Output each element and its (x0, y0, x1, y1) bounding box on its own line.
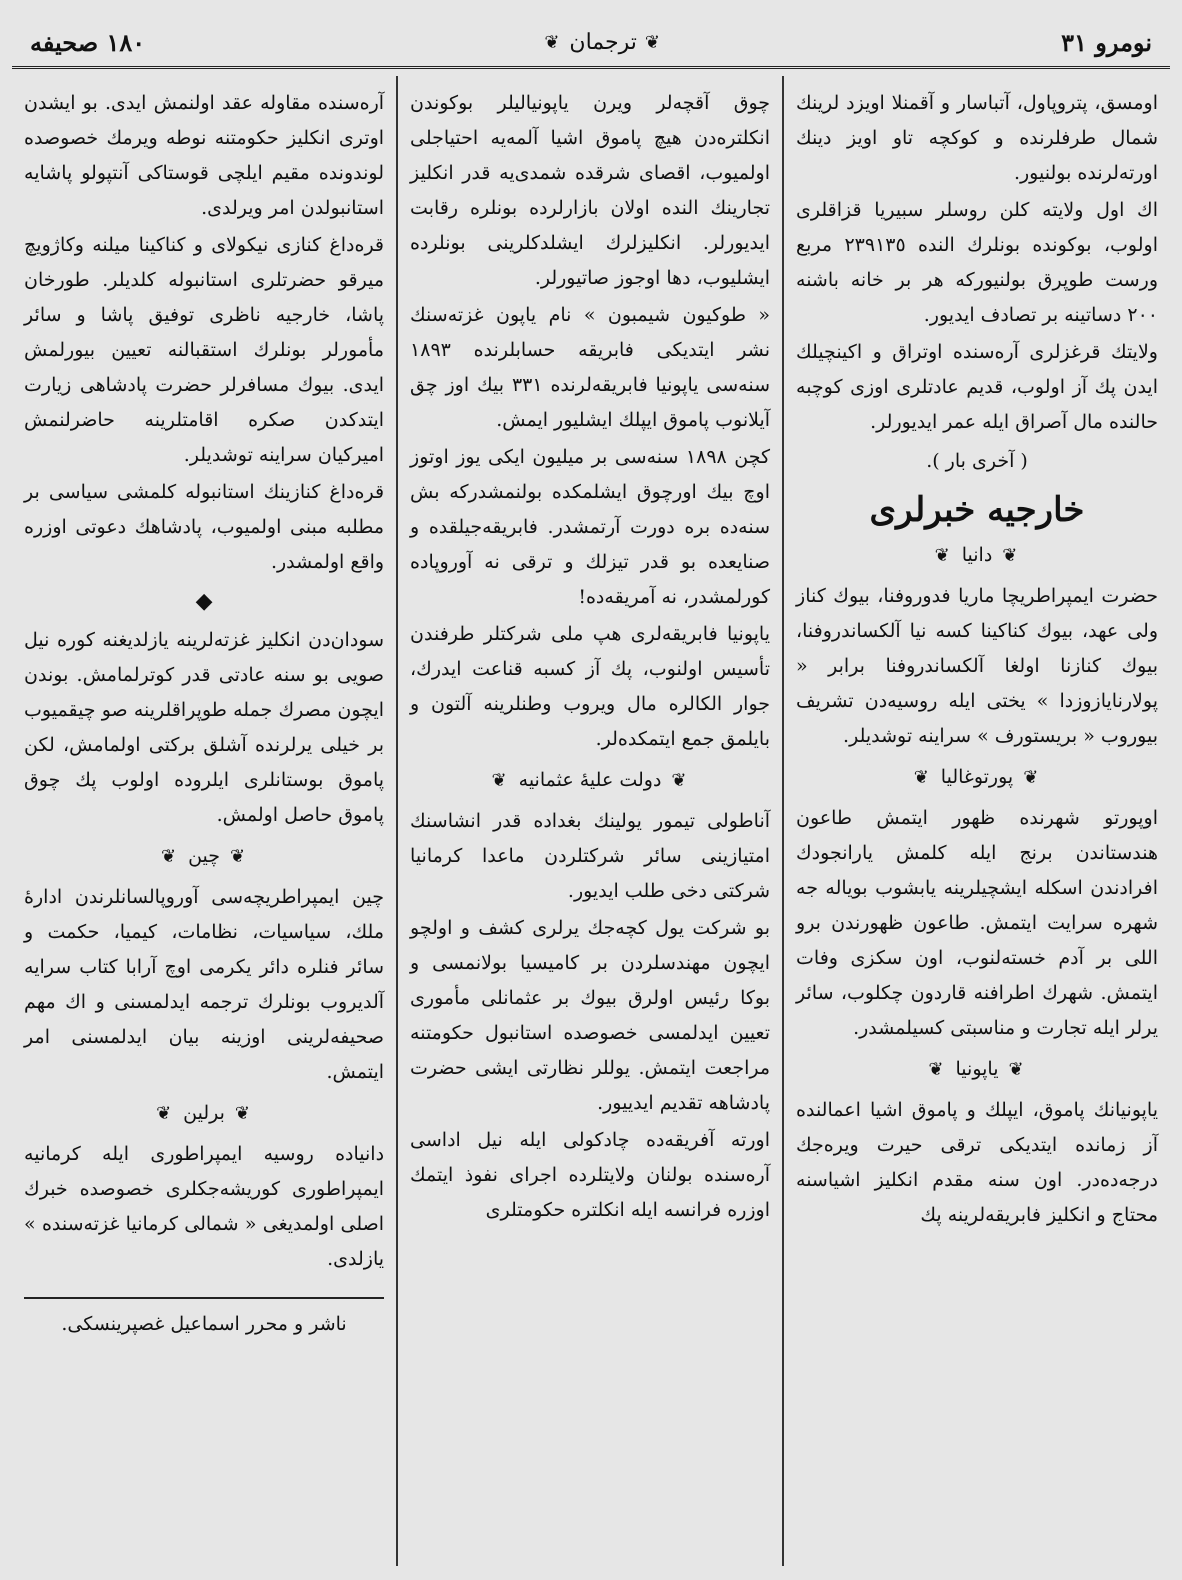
footer-rule (24, 1297, 384, 1299)
masthead (544, 30, 662, 55)
section-heading-foreign-news: خارجيه خبرلرى (869, 490, 1085, 530)
ornament-icon: ❦ (928, 1059, 946, 1080)
paragraph: بو شركت يول كچه‌جك يرلرى كشف و اولچو ايچون مهندسلردن بر كاميسيا بولانمسى و بوكا رئيس اولرق بيوك بر عثمانلى مأمورى تعيين ايدلمسى خصوصده استانبول حكومتنه مراجعت ايتمش. يوللر نظارتى ايشى حضرت پادشاهه تقديم ايدييور. (410, 917, 771, 1114)
newspaper-title: ترجمان (569, 29, 637, 55)
header-rule (12, 66, 1170, 69)
paragraph: ياپونيا فابريقه‌لرى هپ ملى شركتلر طرفندن تأسيس اولنوب، پك آز كسبه قناعت ايدرك، جوار الكالره مال ويروب وطنلرينه آلتون و بايلمق جمع ايتمكده‌لر. (410, 623, 771, 750)
subheading-text: برلين (183, 1102, 225, 1124)
ornament-icon: ❦ (671, 770, 689, 791)
paragraph: ولايتك قرغزلرى آره‌سنده اوتراق و اكينچيلك ايدن پك آز اولوب، قديم عادتلرى اوزى كوچبه حالنده مال آصراق ايله عمر ايديورلر. (796, 341, 1158, 433)
subheading-text: چين (188, 845, 221, 867)
subheading-text: ياپونيا (955, 1058, 999, 1080)
paragraph: اوپورتو شهرنده ظهور ايتمش طاعون هندستاندن برنج ايله كلمش يارانجودك افرادندن اسكله ايشچيلرينه يابشوب بوياله جه شهره سرايت ايتمش. طاعون ظهورندن برو اللى بر آدم خسته‌لنوب، اون سكزى وفات ايتمش. شهرك اطرافنه قاردون چكلوب، سائر يرلر ايله تجارت و مناسبتى كسيلمشدر. (796, 807, 1158, 1039)
page-header (30, 20, 1152, 64)
publisher-footer: ناشر و محرر اسماعيل غصپرينسكى. (61, 1313, 347, 1335)
subheading-denmark (796, 538, 1158, 573)
issue-number: نومرو ٣١ (1061, 27, 1152, 57)
paragraph: سودان‌دن انكليز غزته‌لرينه يازلديغنه كوره نيل صويى بو سنه عادتى قدر كوترلمامش. بوندن ايچون مصرك جمله طوپراقلرينه صو چيقميوب بر خيلى يرلرنده آشلق بركتى اولمامش، لكن پاموق بوستانلرى ايلرودە اولوب پك چوق پاموق حاصل اولمش. (24, 629, 385, 826)
ornament-icon: ❦ (491, 770, 509, 791)
right-column (784, 76, 1170, 1566)
paragraph: اومسق، پتروپاول، آتباسار و آقمنلا اويزد لرينك شمال طرفلرنده و كوكچه تاو اويز دينك اورته‌لرنده بولنيور. (796, 92, 1158, 184)
middle-column (398, 76, 784, 1566)
ornament-icon: ❦ (544, 31, 562, 53)
subheading-china (24, 839, 384, 874)
subheading-berlin (24, 1096, 384, 1131)
paragraph: چين ايمپراطريچه‌سى آوروپالسانلرندن ادارهٔ ملك، سياسيات، نظامات، كيميا، حكمت و سائر فنلره دائر يكرمى اوچ آرابا كتاب سرايه آلديروب بونلرك ترجمه ايدلمسنى و اك مهم صحيفه‌لرينى اوزينه بيان ايدلمسنى امر ايتمش. (24, 886, 385, 1083)
ornament-icon: ❦ (1002, 545, 1020, 566)
paragraph: اورته آفريقه‌ده چادكولى ايله نيل اداسى آره‌سنده بولنان ولايتلرده اجراى نفوذ ايتمك اوزره فرانسه ايله انكلتره حكومتلرى (410, 1129, 771, 1221)
paragraph: « طوكيون شيمبون » نام ياپون غزته‌سنك نشر ايتديكى فابريقه حسابلرنده ١٨٩٣ سنه‌سى ياپونيا فابريقه‌لرنده ٣٣١ بيك اوز چق آيلانوب پاموق ايپلك ايشليور ايمش. (410, 304, 771, 431)
subheading-portugal (796, 760, 1158, 795)
ornament-icon: ❦ (934, 545, 952, 566)
columns (12, 76, 1170, 1566)
paragraph: آناطولى تيمور يولينك بغداده قدر انشاسنك امتيازينى سائر شركتلردن ماعدا كرمانيا شركتى دخى طلب ايديور. (410, 810, 771, 902)
ornament-icon: ❦ (160, 846, 179, 867)
ornament-icon: ❦ (913, 767, 931, 788)
ornament-icon: ❦ (1008, 1059, 1026, 1080)
page-number: ١٨٠ صحيفه (30, 27, 146, 57)
divider-icon: ◆ (195, 589, 213, 614)
subheading-text: دولت عليهٔ عثمانيه (518, 769, 662, 791)
paragraph: اك اول ولايته كلن روسلر سبيريا قزاقلرى اولوب، بوكونده بونلرك النده ٢٣٩١٣٥ مربع ورست طوپرق بولنيوركه هر بر خانه باشنه ٢٠٠ دساتينه بر تصادف ايديور. (796, 199, 1158, 326)
ornament-icon: ❦ (644, 31, 662, 53)
subheading-ottoman (410, 763, 770, 798)
paragraph: چوق آقچه‌لر ويرن ياپونيا‌ليلر بوكوندن انكلتره‌دن هيچ پاموق اشيا آلمه‌يه احتياجلى اولميوب، اقصاى شرقده شمدى‌يه قدر انكليز تجارينك النده اولان بازارلرده بونلره رقابت ايديورلر. انكليزلرك ايشلدكلرينى بونلرده ايشليوب، دها اوجوز صاتيورلر. (410, 92, 771, 289)
paragraph: دانياده روسيه ايمپراطورى ايله كرمانيه ايمپراطورى كوريشه‌جكلرى خصوصده خبرك اصلى اولمديغى « شمالى كرمانيا غزته‌سنده » يازلدى. (24, 1143, 385, 1270)
subheading-japan (796, 1052, 1158, 1087)
subheading-text: دانيا (961, 544, 993, 566)
paragraph: قره‌داغ كنازى نيكولاى و كناكينا ميلنه وكاژويچ ميرقو حضرتلرى استانبوله كلديلر. طورخان پاشا، خارجيه ناظرى توفيق پاشا و سائر مأمورلر بونلرك استقبالنه تعيين بيورلمش ايدى. بيوك مسافرلر حضرت پادشاهى زيارت ايتدكدن صكره اقامتلرينه حاضرلنمش اميركيان سراينه توشديلر. (24, 234, 385, 466)
ornament-icon: ❦ (230, 846, 248, 867)
paragraph: آره‌سنده مقاوله عقد اولنمش ايدى. بو ايشدن اوترى انكليز حكومتنه نوطه ويرمك خصوصده لوندونده مقيم ايلچى قوستاكى آنتپولو پاشايه استانبولدن امر ويرلدى. (24, 92, 385, 219)
continued-note: ( آخرى بار ). (926, 450, 1028, 472)
left-column (12, 76, 398, 1566)
paragraph: ياپونيانك پاموق، ايپلك و پاموق اشيا اعمالنده آز زمانده ايتديكى ترقى حيرت ويره‌جك درجه‌ده‌در. اون سنه مقدم انكليز اشياسنه محتاج و انكليز فابريقه‌لرينه پك (796, 1099, 1158, 1226)
ornament-icon: ❦ (234, 1103, 253, 1124)
paragraph: كچن ١٨٩٨ سنه‌سى بر ميليون ايكى يوز اوتوز اوچ بيك اورچوق ايشلمكده بولنمشدركه بش سنه‌ده بره دورت آرتمشدر. فابريقه‌جيلقده و صنايعده بو قدر تيزلك و ترقى نه آوروپاده كورلمشدر، نه آمريقه‌ده! (410, 446, 771, 608)
subheading-text: پورتوغاليا (940, 766, 1014, 788)
ornament-icon: ❦ (1023, 767, 1041, 788)
ornament-icon: ❦ (156, 1103, 174, 1124)
paragraph: قره‌داغ كنازينك استانبوله كلمشى سياسى بر مطلبه مبنى اولميوب، پادشاهك دعوتى اوزره واقع اولمشدر. (24, 481, 385, 573)
paragraph: حضرت ايمپراطريچا ماريا فدوروفنا، بيوك كناز ولى عهد، بيوك كناكينا كسه نيا آلكساندروفنا، بيوك كنازنا اولغا آلكساندروفنا برابر « پولارنايازوزدا » يختى ايله روسيه‌دن تشريف بيوروب « بريستورف » سراينه توشديلر. (796, 585, 1158, 747)
